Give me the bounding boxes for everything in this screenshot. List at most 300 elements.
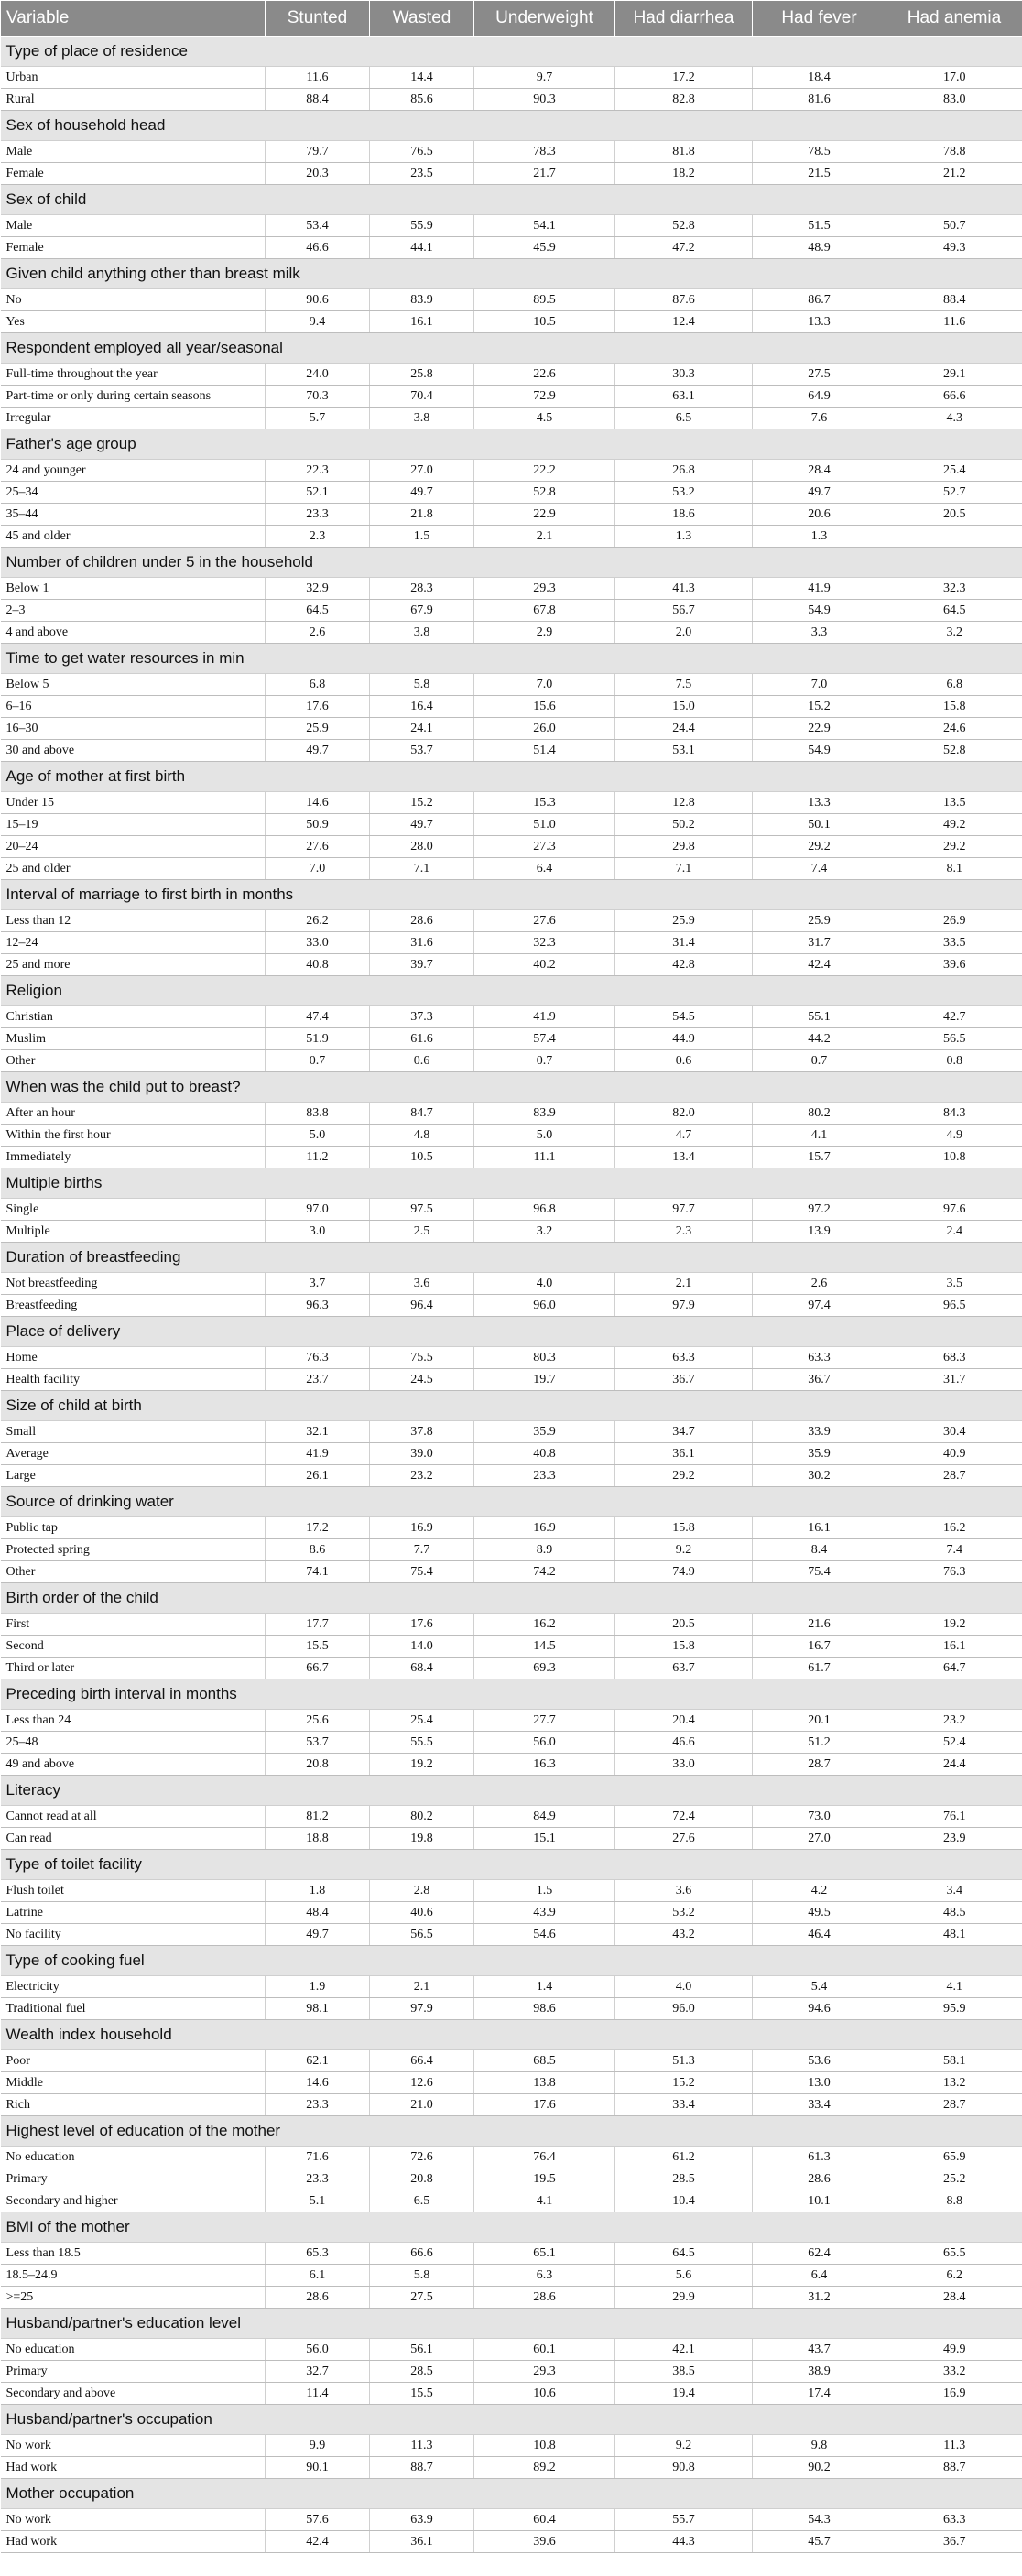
table-cell: 81.8: [615, 141, 753, 163]
row-label: Rich: [1, 2094, 266, 2116]
row-label: Third or later: [1, 1658, 266, 1679]
table-row: [1, 1924, 1022, 1946]
table-cell: 29.8: [615, 836, 753, 858]
table-cell: 56.7: [615, 600, 753, 622]
row-label: 30 and above: [1, 740, 266, 762]
table-cell: 20.8: [266, 1754, 370, 1776]
table-row: [1, 408, 1022, 429]
row-label: Traditional fuel: [1, 1998, 266, 2020]
table-cell: 3.5: [886, 1273, 1022, 1295]
table-cell: 11.6: [886, 311, 1022, 333]
table-row: [1, 460, 1022, 482]
row-label: 6–16: [1, 696, 266, 718]
table-cell: 11.1: [474, 1147, 615, 1168]
table-cell: 4.7: [615, 1125, 753, 1147]
table-cell: 52.8: [615, 215, 753, 237]
table-cell: 56.0: [266, 2339, 370, 2361]
group-row: [1, 1168, 1022, 1199]
table-cell: 51.2: [753, 1732, 886, 1754]
table-cell: 9.4: [266, 311, 370, 333]
row-label: No: [1, 289, 266, 311]
table-row: [1, 364, 1022, 386]
table-cell: 49.7: [753, 482, 886, 504]
table-row: [1, 1658, 1022, 1679]
table-cell: 12.8: [615, 792, 753, 814]
table-cell: 2.3: [266, 526, 370, 548]
table-cell: 5.8: [370, 2265, 474, 2287]
table-cell: 6.4: [753, 2265, 886, 2287]
table-cell: 25.9: [266, 718, 370, 740]
row-label: 16–30: [1, 718, 266, 740]
table-cell: 45.9: [474, 237, 615, 259]
table-cell: 39.6: [474, 2531, 615, 2553]
table-cell: 1.5: [474, 1880, 615, 1902]
table-cell: 62.4: [753, 2243, 886, 2265]
table-row: [1, 526, 1022, 548]
table-cell: 42.4: [753, 954, 886, 976]
row-label: Part-time or only during certain seasons: [1, 386, 266, 408]
table-cell: 39.7: [370, 954, 474, 976]
table-row: [1, 215, 1022, 237]
row-label: No work: [1, 2509, 266, 2531]
table-cell: 96.3: [266, 1295, 370, 1317]
group-title: Number of children under 5 in the household: [1, 548, 1022, 578]
table-cell: 24.4: [886, 1754, 1022, 1776]
table-cell: 49.2: [886, 814, 1022, 836]
table-cell: 50.1: [753, 814, 886, 836]
table-cell: 32.9: [266, 578, 370, 600]
table-row: [1, 1050, 1022, 1072]
table-cell: 75.4: [370, 1561, 474, 1583]
table-cell: 12.4: [615, 311, 753, 333]
table-cell: 5.4: [753, 1976, 886, 1998]
group-title: Literacy: [1, 1776, 1022, 1806]
table-cell: 65.5: [886, 2243, 1022, 2265]
table-cell: 90.1: [266, 2457, 370, 2479]
table-cell: 22.9: [474, 504, 615, 526]
row-label: Protected spring: [1, 1539, 266, 1561]
column-header-had-diarrhea: Had diarrhea: [615, 1, 753, 37]
table-row: [1, 910, 1022, 932]
table-cell: 4.1: [474, 2190, 615, 2212]
group-title: When was the child put to breast?: [1, 1072, 1022, 1103]
group-row: [1, 1072, 1022, 1103]
table-cell: 25.4: [886, 460, 1022, 482]
table-row: [1, 2050, 1022, 2072]
table-cell: 35.9: [474, 1421, 615, 1443]
table-cell: 15.8: [886, 696, 1022, 718]
table-cell: 76.3: [886, 1561, 1022, 1583]
table-cell: 22.2: [474, 460, 615, 482]
table-cell: 88.7: [886, 2457, 1022, 2479]
table-cell: 1.8: [266, 1880, 370, 1902]
table-cell: 53.7: [370, 740, 474, 762]
table-cell: 49.7: [266, 1924, 370, 1946]
row-label: Second: [1, 1636, 266, 1658]
table-cell: 98.6: [474, 1998, 615, 2020]
table-cell: 63.3: [615, 1347, 753, 1369]
table-row: [1, 1732, 1022, 1754]
table-cell: 66.7: [266, 1658, 370, 1679]
table-cell: 46.6: [615, 1732, 753, 1754]
table-cell: 75.4: [753, 1561, 886, 1583]
table-cell: 49.7: [266, 740, 370, 762]
table-cell: 82.8: [615, 89, 753, 111]
table-row: [1, 718, 1022, 740]
table-cell: 6.3: [474, 2265, 615, 2287]
table-cell: 50.2: [615, 814, 753, 836]
table-cell: 9.2: [615, 1539, 753, 1561]
table-row: [1, 1998, 1022, 2020]
table-cell: 13.9: [753, 1221, 886, 1243]
group-row: [1, 2212, 1022, 2243]
table-cell: 86.7: [753, 289, 886, 311]
table-cell: 36.1: [615, 1443, 753, 1465]
row-label: Electricity: [1, 1976, 266, 1998]
table-cell: 31.2: [753, 2287, 886, 2309]
table-cell: 90.6: [266, 289, 370, 311]
table-cell: 7.0: [753, 674, 886, 696]
row-label: Muslim: [1, 1028, 266, 1050]
table-cell: 7.5: [615, 674, 753, 696]
table-cell: 13.4: [615, 1147, 753, 1168]
table-cell: 67.8: [474, 600, 615, 622]
table-cell: 16.4: [370, 696, 474, 718]
table-row: [1, 1028, 1022, 1050]
table-cell: 21.0: [370, 2094, 474, 2116]
table-row: [1, 1976, 1022, 1998]
table-cell: 4.5: [474, 408, 615, 429]
table-cell: 14.0: [370, 1636, 474, 1658]
table-cell: 31.6: [370, 932, 474, 954]
table-cell: 64.5: [266, 600, 370, 622]
table-cell: 68.5: [474, 2050, 615, 2072]
table-cell: 4.0: [615, 1976, 753, 1998]
row-label: Full-time throughout the year: [1, 364, 266, 386]
table-cell: 19.2: [886, 1614, 1022, 1636]
row-label: Had work: [1, 2457, 266, 2479]
table-cell: 48.9: [753, 237, 886, 259]
table-row: [1, 1561, 1022, 1583]
table-cell: 98.1: [266, 1998, 370, 2020]
table-cell: 17.6: [474, 2094, 615, 2116]
row-label: 12–24: [1, 932, 266, 954]
table-cell: 65.9: [886, 2147, 1022, 2168]
table-cell: 19.8: [370, 1828, 474, 1850]
table-row: [1, 2147, 1022, 2168]
table-cell: 1.3: [753, 526, 886, 548]
table-cell: 13.0: [753, 2072, 886, 2094]
table-cell: 21.8: [370, 504, 474, 526]
table-cell: 62.1: [266, 2050, 370, 2072]
table-cell: 23.2: [370, 1465, 474, 1487]
table-cell: 26.0: [474, 718, 615, 740]
table-cell: 84.7: [370, 1103, 474, 1125]
table-cell: 16.3: [474, 1754, 615, 1776]
table-cell: 7.1: [370, 858, 474, 880]
table-cell: 14.4: [370, 67, 474, 89]
table-cell: 10.1: [753, 2190, 886, 2212]
table-cell: 10.8: [474, 2435, 615, 2457]
table-cell: 57.4: [474, 1028, 615, 1050]
table-cell: 88.7: [370, 2457, 474, 2479]
table-cell: 19.4: [615, 2383, 753, 2405]
group-title: Highest level of education of the mother: [1, 2116, 1022, 2147]
group-row: [1, 2309, 1022, 2339]
table-row: [1, 1147, 1022, 1168]
table-cell: 28.7: [886, 2094, 1022, 2116]
table-cell: 21.5: [753, 163, 886, 185]
table-cell: 20.1: [753, 1710, 886, 1732]
table-cell: 80.2: [370, 1806, 474, 1828]
table-cell: 96.4: [370, 1295, 474, 1317]
row-label: Middle: [1, 2072, 266, 2094]
group-title: Multiple births: [1, 1168, 1022, 1199]
table-cell: 10.4: [615, 2190, 753, 2212]
table-cell: 17.0: [886, 67, 1022, 89]
table-cell: 51.9: [266, 1028, 370, 1050]
table-cell: 80.2: [753, 1103, 886, 1125]
table-cell: 48.1: [886, 1924, 1022, 1946]
row-label: 4 and above: [1, 622, 266, 644]
table-cell: 8.9: [474, 1539, 615, 1561]
table-cell: 11.2: [266, 1147, 370, 1168]
table-row: [1, 858, 1022, 880]
table-cell: 28.6: [266, 2287, 370, 2309]
table-cell: 28.6: [753, 2168, 886, 2190]
table-cell: 27.3: [474, 836, 615, 858]
group-title: Mother occupation: [1, 2479, 1022, 2509]
table-cell: 28.7: [886, 1465, 1022, 1487]
table-cell: 95.9: [886, 1998, 1022, 2020]
table-cell: 34.7: [615, 1421, 753, 1443]
table-row: [1, 1006, 1022, 1028]
group-title: BMI of the mother: [1, 2212, 1022, 2243]
table-cell: 63.1: [615, 386, 753, 408]
table-cell: 40.6: [370, 1902, 474, 1924]
table-cell: 76.5: [370, 141, 474, 163]
table-cell: 51.4: [474, 740, 615, 762]
table-row: [1, 2361, 1022, 2383]
table-cell: 26.8: [615, 460, 753, 482]
table-cell: 78.8: [886, 141, 1022, 163]
table-cell: 5.0: [474, 1125, 615, 1147]
table-row: [1, 674, 1022, 696]
table-cell: 31.7: [886, 1369, 1022, 1391]
table-cell: 8.6: [266, 1539, 370, 1561]
row-label: 49 and above: [1, 1754, 266, 1776]
table-cell: 9.8: [753, 2435, 886, 2457]
table-cell: 8.1: [886, 858, 1022, 880]
table-cell: 45.7: [753, 2531, 886, 2553]
table-cell: 22.6: [474, 364, 615, 386]
row-label: Below 1: [1, 578, 266, 600]
table-cell: 11.3: [370, 2435, 474, 2457]
table-cell: 97.5: [370, 1199, 474, 1221]
row-label: Poor: [1, 2050, 266, 2072]
table-cell: 54.9: [753, 740, 886, 762]
table-cell: 64.5: [615, 2243, 753, 2265]
table-cell: 47.2: [615, 237, 753, 259]
group-row: [1, 1317, 1022, 1347]
group-title: Birth order of the child: [1, 1583, 1022, 1614]
table-row: [1, 504, 1022, 526]
table-cell: 0.7: [266, 1050, 370, 1072]
table-cell: 24.1: [370, 718, 474, 740]
row-label: 2–3: [1, 600, 266, 622]
table-cell: 23.3: [474, 1465, 615, 1487]
table-cell: 61.7: [753, 1658, 886, 1679]
row-label: 24 and younger: [1, 460, 266, 482]
table-cell: 29.2: [615, 1465, 753, 1487]
table-cell: 90.2: [753, 2457, 886, 2479]
table-cell: 37.3: [370, 1006, 474, 1028]
group-row: [1, 976, 1022, 1006]
table-cell: 89.2: [474, 2457, 615, 2479]
table-cell: 29.1: [886, 364, 1022, 386]
table-cell: 32.3: [474, 932, 615, 954]
table-cell: 14.6: [266, 792, 370, 814]
table-cell: 66.4: [370, 2050, 474, 2072]
row-label: Health facility: [1, 1369, 266, 1391]
table-cell: 24.6: [886, 718, 1022, 740]
table-row: [1, 600, 1022, 622]
table-cell: 56.5: [370, 1924, 474, 1946]
table-cell: 7.0: [474, 674, 615, 696]
table-cell: 63.3: [886, 2509, 1022, 2531]
row-label: Female: [1, 163, 266, 185]
row-label: Average: [1, 1443, 266, 1465]
table-cell: 85.6: [370, 89, 474, 111]
table-cell: 50.7: [886, 215, 1022, 237]
table-cell: 63.9: [370, 2509, 474, 2531]
table-cell: 96.0: [474, 1295, 615, 1317]
table-cell: 83.9: [474, 1103, 615, 1125]
table-cell: 25.9: [753, 910, 886, 932]
table-cell: 40.8: [474, 1443, 615, 1465]
table-cell: 26.9: [886, 910, 1022, 932]
table-cell: 36.7: [615, 1369, 753, 1391]
row-label: Can read: [1, 1828, 266, 1850]
table-cell: 5.0: [266, 1125, 370, 1147]
group-title: Father's age group: [1, 429, 1022, 460]
table-cell: 63.7: [615, 1658, 753, 1679]
table-cell: 42.4: [266, 2531, 370, 2553]
table-cell: 70.4: [370, 386, 474, 408]
row-label: Female: [1, 237, 266, 259]
row-label: Male: [1, 141, 266, 163]
group-title: Age of mother at first birth: [1, 762, 1022, 792]
table-cell: 24.0: [266, 364, 370, 386]
group-title: Husband/partner's occupation: [1, 2405, 1022, 2435]
table-cell: 28.0: [370, 836, 474, 858]
table-cell: 11.6: [266, 67, 370, 89]
table-cell: 97.2: [753, 1199, 886, 1221]
table-cell: 4.1: [753, 1125, 886, 1147]
row-label: Under 15: [1, 792, 266, 814]
table-cell: 46.6: [266, 237, 370, 259]
table-row: [1, 2190, 1022, 2212]
table-cell: 3.2: [886, 622, 1022, 644]
table-cell: 74.1: [266, 1561, 370, 1583]
row-label: 20–24: [1, 836, 266, 858]
table-cell: 65.1: [474, 2243, 615, 2265]
group-row: [1, 880, 1022, 910]
table-cell: 53.1: [615, 740, 753, 762]
table-cell: 71.6: [266, 2147, 370, 2168]
table-cell: 7.7: [370, 1539, 474, 1561]
table-cell: 32.7: [266, 2361, 370, 2383]
table-cell: 14.6: [266, 2072, 370, 2094]
table-row: [1, 163, 1022, 185]
table-cell: 1.5: [370, 526, 474, 548]
row-label: Other: [1, 1561, 266, 1583]
table-row: [1, 1614, 1022, 1636]
table-cell: 10.8: [886, 1147, 1022, 1168]
table-cell: 24.4: [615, 718, 753, 740]
table-cell: 12.6: [370, 2072, 474, 2094]
table-cell: 67.9: [370, 600, 474, 622]
table-row: [1, 740, 1022, 762]
table-cell: 15.2: [370, 792, 474, 814]
table-cell: 78.5: [753, 141, 886, 163]
table-cell: 3.8: [370, 622, 474, 644]
table-row: [1, 1754, 1022, 1776]
table-cell: 6.5: [370, 2190, 474, 2212]
table-cell: 4.1: [886, 1976, 1022, 1998]
table-cell: 57.6: [266, 2509, 370, 2531]
table-cell: 23.2: [886, 1710, 1022, 1732]
table-cell: 11.3: [886, 2435, 1022, 2457]
row-label: No education: [1, 2339, 266, 2361]
table-cell: 25.9: [615, 910, 753, 932]
column-header-stunted: Stunted: [266, 1, 370, 37]
group-title: Given child anything other than breast milk: [1, 259, 1022, 289]
table-cell: 52.1: [266, 482, 370, 504]
table-cell: 78.3: [474, 141, 615, 163]
row-label: Rural: [1, 89, 266, 111]
table-row: [1, 1103, 1022, 1125]
table-cell: 55.7: [615, 2509, 753, 2531]
table-cell: 96.0: [615, 1998, 753, 2020]
table-cell: 16.9: [886, 2383, 1022, 2405]
table-cell: 28.5: [370, 2361, 474, 2383]
row-label: Urban: [1, 67, 266, 89]
row-label: First: [1, 1614, 266, 1636]
table-cell: 84.9: [474, 1806, 615, 1828]
table-cell: 15.2: [753, 696, 886, 718]
table-row: [1, 1369, 1022, 1391]
table-cell: 20.6: [753, 504, 886, 526]
group-row: [1, 1850, 1022, 1880]
table-cell: 17.7: [266, 1614, 370, 1636]
row-label: Had work: [1, 2531, 266, 2553]
table-cell: 15.6: [474, 696, 615, 718]
table-cell: 23.9: [886, 1828, 1022, 1850]
group-row: [1, 548, 1022, 578]
table-cell: 88.4: [886, 289, 1022, 311]
table-cell: 23.7: [266, 1369, 370, 1391]
group-row: [1, 1243, 1022, 1273]
table-cell: 27.5: [753, 364, 886, 386]
table-row: [1, 141, 1022, 163]
table-cell: 70.3: [266, 386, 370, 408]
table-cell: 6.8: [886, 674, 1022, 696]
row-label: >=25: [1, 2287, 266, 2309]
table-cell: 27.6: [615, 1828, 753, 1850]
table-cell: 23.3: [266, 2094, 370, 2116]
group-row: [1, 1776, 1022, 1806]
